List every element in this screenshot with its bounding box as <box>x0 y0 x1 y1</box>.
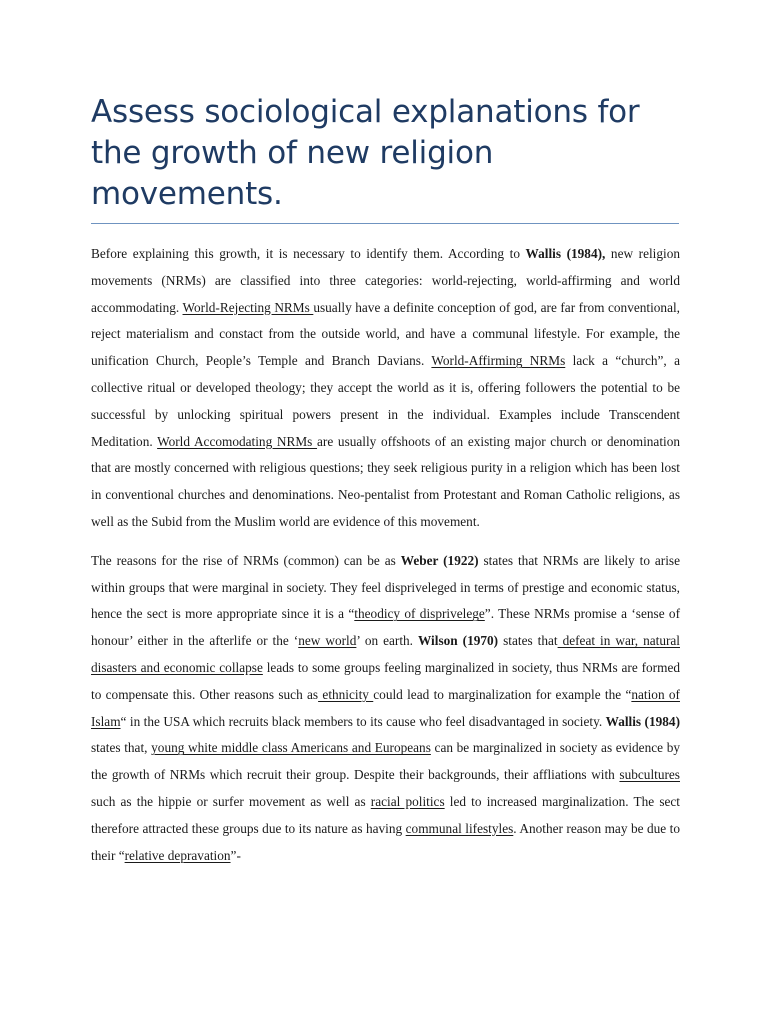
underlined-term: communal lifestyles <box>405 820 514 836</box>
paragraph-text: could lead to marginalization for example the “ <box>373 686 632 702</box>
paragraph-text: states that <box>498 633 558 649</box>
paragraph-text: led to increased marginalization. The sect therefore attracted these groups due to its nature as having <box>91 793 680 836</box>
underlined-term: relative depravation <box>124 847 231 863</box>
underlined-term: racial politics <box>370 793 445 809</box>
paragraph-text: usually have a definite conception of god, are far from conventional, reject materialism and constact from the outside world, and have a communal lifestyle. For example, the unification Church, People’s Temple and Branch Davians. <box>91 299 681 369</box>
document-title: Assess sociological explanations for the growth of new religion movements. <box>91 94 640 212</box>
underlined-term: defeat in war, natural disasters and economic collapse <box>91 633 680 675</box>
underlined-term: theodicy of disprivelege <box>354 606 485 622</box>
underlined-term: young white middle class Americans and Europeans <box>151 740 431 756</box>
paragraph-text: lack a “church”, a collective ritual or developed theology; they accept the world as it is, offering followers the potential to be successful by unlocking spiritual powers present in the individual. Examples include Transcendent Meditation. <box>91 353 680 449</box>
paragraph-text: Before explaining this growth, it is necessary to identify them. According to <box>91 246 526 261</box>
underlined-term: World Accomodating NRMs <box>157 433 318 449</box>
underlined-term: subcultures <box>619 767 680 783</box>
underlined-term: World-Affirming NRMs <box>431 353 566 369</box>
underlined-term: new world <box>298 633 357 649</box>
title-divider <box>91 223 679 224</box>
citation-text: Wilson (1970) <box>418 633 499 649</box>
paragraph-text: new religion movements (NRMs) are classified into three categories: world-rejecting, world-affirming and world accommodating. <box>91 246 680 315</box>
paragraph-text: “ in the USA which recruits black members to its cause who feel disadvantaged in society. <box>120 713 606 729</box>
underlined-term: World-Rejecting NRMs <box>182 299 314 315</box>
paragraph-text: ”. These NRMs promise a ‘sense of honour’ either in the afterlife or the ‘ <box>91 606 680 649</box>
citation-text: Weber (1922) <box>400 552 479 568</box>
body-paragraph <box>91 241 680 536</box>
underlined-term: ethnicity <box>318 686 374 702</box>
paragraph-text: can be marginalized in society as evidence by the growth of NRMs which recruit their group. Despite their backgrounds, their affliations with <box>91 740 680 783</box>
paragraph-text: states that NRMs are likely to arise within groups that were marginal in society. They feel dispriveleged in terms of prestige and economic status, hence the sect is more appropriate since it is a “ <box>91 552 681 622</box>
paragraph-text: leads to some groups feeling marginalized in society, thus NRMs are formed to compensate this. Other reasons such as <box>91 659 681 702</box>
paragraph-text: are usually offshoots of an existing major church or denomination that are mostly concerned with religious questions; they seek religious purity in a religion which has been lost in conventional churches and denominations. Neo-pentalist from Protestant and Roman Catholic religions, as well as the Subid from the Muslim world are evidence of this movement. <box>91 433 681 529</box>
paragraph-text: states that, <box>91 740 152 756</box>
paragraph-text: . Another reason may be due to their “ <box>91 820 681 863</box>
document-body <box>91 241 680 869</box>
paragraph-text: ’ on earth. <box>356 633 418 649</box>
body-paragraph <box>91 548 680 870</box>
paragraph-text: ”- <box>230 847 241 863</box>
underlined-term: nation of Islam <box>91 686 680 729</box>
paragraph-text: such as the hippie or surfer movement as well as <box>91 793 371 809</box>
citation-text: Wallis (1984) <box>605 713 680 729</box>
citation-text: Wallis (1984), <box>525 246 606 261</box>
paragraph-text: The reasons for the rise of NRMs (common) can be as <box>91 552 401 568</box>
